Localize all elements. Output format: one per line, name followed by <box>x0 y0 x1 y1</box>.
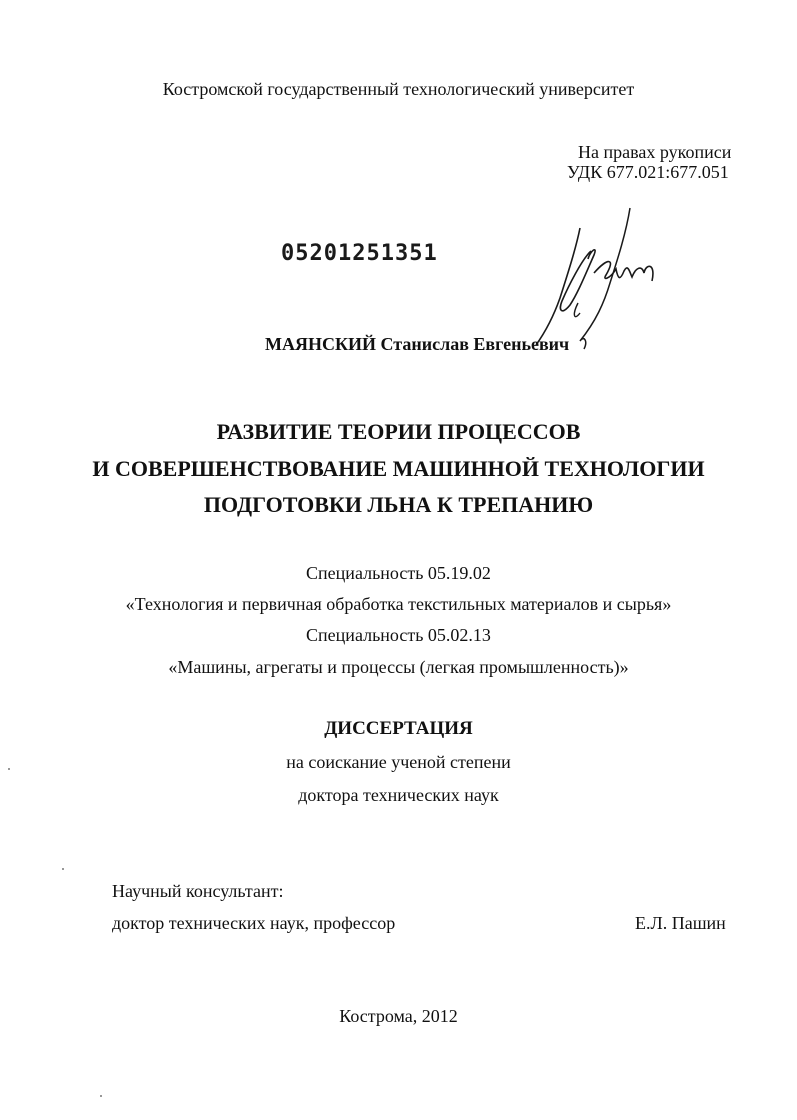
author-surname: МАЯНСКИЙ <box>265 334 377 354</box>
consultant-credentials: доктор технических наук, профессор <box>112 913 396 933</box>
author-name <box>265 333 569 355</box>
registration-stamp: 05201251351 <box>281 241 438 266</box>
scan-speck <box>62 868 64 870</box>
degree-line-1: на соискание ученой степени <box>286 752 511 772</box>
consultant-label: Научный консультант: <box>112 881 284 901</box>
university-name: Костромской государственный технологический университет <box>162 79 635 99</box>
specialty-1-label: Специальность 05.19.02 <box>306 563 491 583</box>
title-line-2: И СОВЕРШЕНСТВОВАНИЕ МАШИННОЙ ТЕХНОЛОГИИ <box>92 456 705 481</box>
place-year: Кострома, 2012 <box>339 1006 458 1026</box>
work-type: ДИССЕРТАЦИЯ <box>324 718 473 739</box>
specialty-1-description: «Технология и первичная обработка текстильных материалов и сырья» <box>125 594 672 614</box>
title-line-3: ПОДГОТОВКИ ЛЬНА К ТРЕПАНИЮ <box>203 492 594 517</box>
consultant-name: Е.Л. Пашин <box>635 913 726 933</box>
signature-icon <box>518 203 668 353</box>
author-given-names: Станислав Евгеньевич <box>380 334 570 354</box>
udc-code: УДК 677.021:677.051 <box>567 162 729 182</box>
specialty-2-label: Специальность 05.02.13 <box>306 625 491 645</box>
specialty-2-description: «Машины, агрегаты и процессы (легкая промышленность)» <box>168 657 629 677</box>
manuscript-note: На правах рукописи <box>578 142 732 162</box>
degree-line-2: доктора технических наук <box>298 785 499 805</box>
title-line-1: РАЗВИТИЕ ТЕОРИИ ПРОЦЕССОВ <box>216 419 581 444</box>
scan-speck <box>100 1095 102 1097</box>
scan-speck <box>8 768 10 770</box>
